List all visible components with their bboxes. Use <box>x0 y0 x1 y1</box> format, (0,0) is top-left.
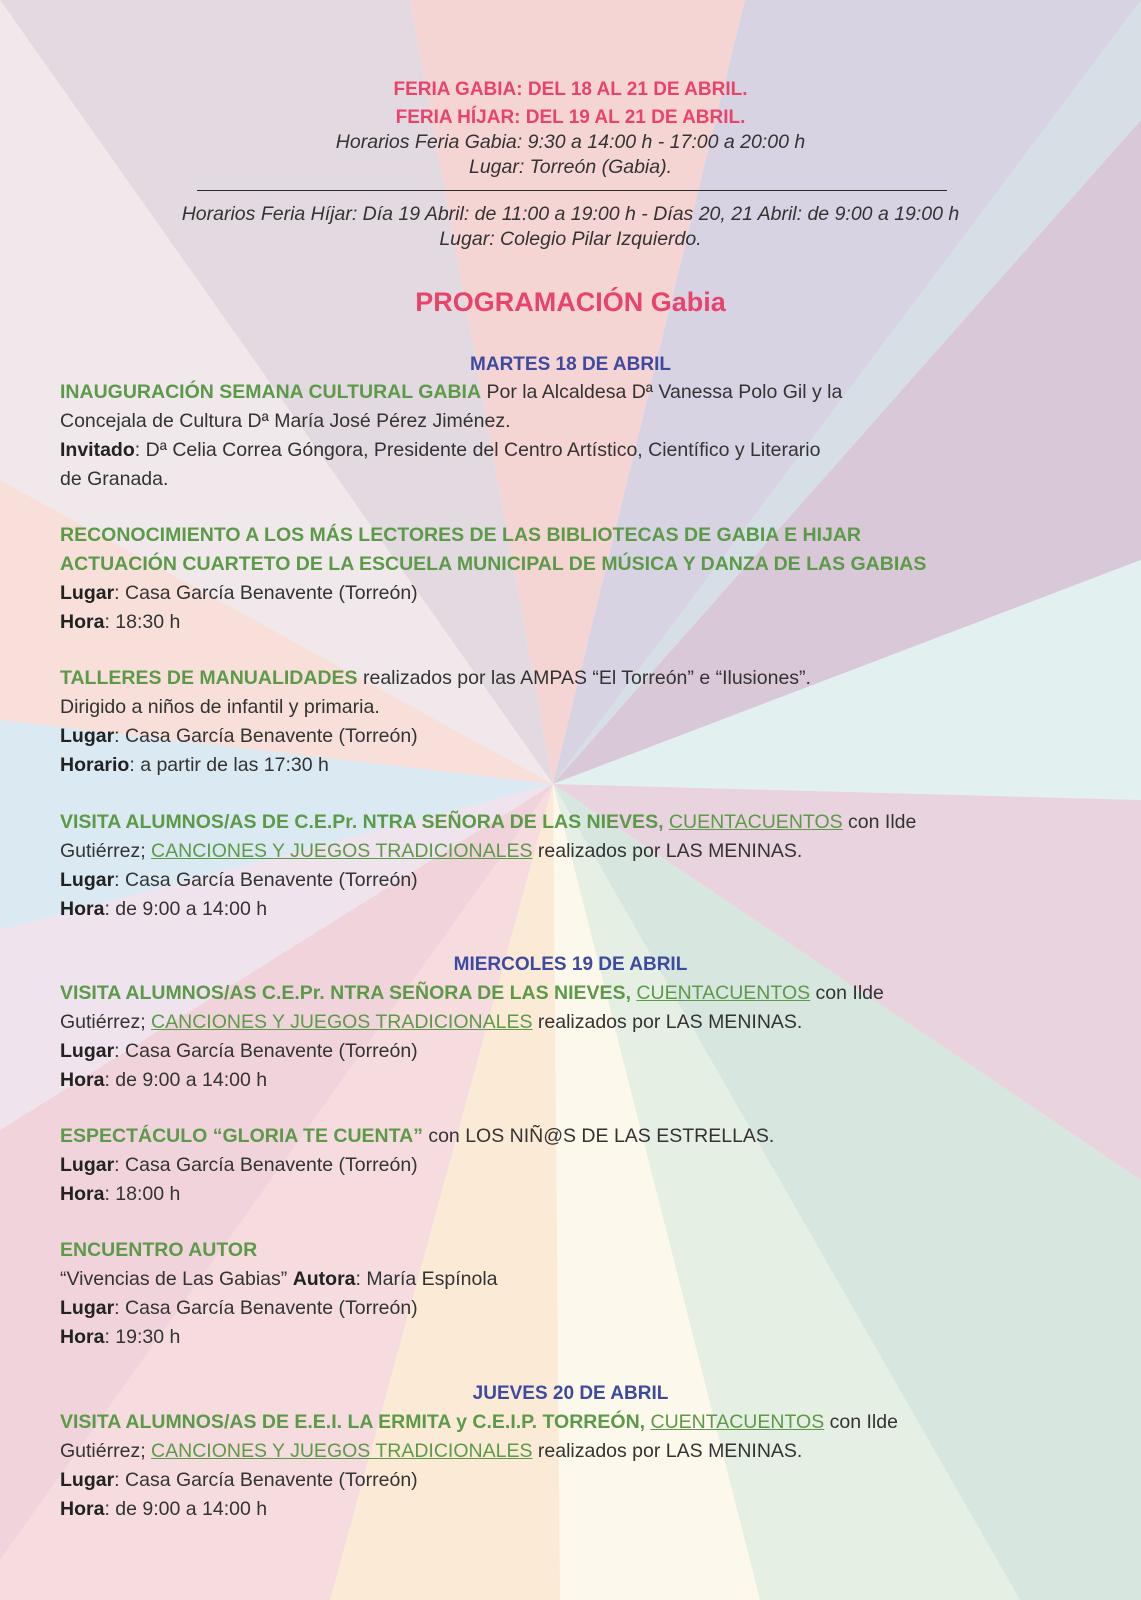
lugar-gabia: Lugar: Torreón (Gabia). <box>468 156 673 178</box>
event-visita-martes <box>60 808 1100 924</box>
invitado-text: Dª Celia Correa Góngora, Presidente del Centro Artístico, Científico y Literario <box>145 439 821 461</box>
colon: : <box>114 725 126 747</box>
colon: : <box>114 869 126 891</box>
lugar-value: Casa García Benavente (Torreón) <box>125 725 418 747</box>
hora-value: de 9:00 a 14:00 h <box>115 1069 268 1091</box>
event-title: RECONOCIMIENTO A LOS MÁS LECTORES DE LAS BIBLIOTECAS DE GABIA E HIJAR <box>60 524 862 546</box>
event-visita-jueves <box>60 1408 1100 1524</box>
colon: : <box>114 1154 126 1176</box>
lugar-label: Lugar <box>60 1154 115 1176</box>
event-text: realizados por las AMPAS “El Torreón” e “Ilusiones”. <box>357 667 811 689</box>
invitado-label: Invitado <box>60 439 135 461</box>
event-text: con Ilde <box>810 982 884 1004</box>
horario-value: a partir de las 17:30 h <box>140 754 329 776</box>
horarios-hijar: Horarios Feria Híjar: Día 19 Abril: de 11:00 a 19:00 h - Días 20, 21 Abril: de 9:00 a 19:00 h <box>181 203 960 225</box>
event-text: realizados por LAS MENINAS. <box>532 840 803 862</box>
hora-value: 18:00 h <box>115 1183 181 1205</box>
lugar-value: Casa García Benavente (Torreón) <box>125 1154 418 1176</box>
canciones-link[interactable]: CANCIONES Y JUEGOS TRADICIONALES <box>151 840 533 862</box>
hora-label: Hora <box>60 1069 105 1091</box>
event-text: realizados por LAS MENINAS. <box>532 1440 803 1462</box>
hora-label: Hora <box>60 1326 105 1348</box>
colon: : <box>134 439 146 461</box>
event-title: TALLERES DE MANUALIDADES <box>60 667 358 689</box>
lugar-value: Casa García Benavente (Torreón) <box>125 869 418 891</box>
colon: : <box>104 1498 116 1520</box>
day-heading-martes: MARTES 18 DE ABRIL <box>470 354 671 375</box>
event-title-2: ACTUACIÓN CUARTETO DE LA ESCUELA MUNICIPAL DE MÚSICA Y DANZA DE LAS GABIAS <box>60 553 927 575</box>
hora-label: Hora <box>60 611 105 633</box>
book-title: “Vivencias de Las Gabias” <box>60 1268 293 1290</box>
header-divider <box>197 190 947 191</box>
canciones-link[interactable]: CANCIONES Y JUEGOS TRADICIONALES <box>151 1440 533 1462</box>
colon: : <box>129 754 141 776</box>
event-text: Gutiérrez; <box>60 1440 152 1462</box>
programacion-title: PROGRAMACIÓN Gabia <box>415 287 726 317</box>
horario-label: Horario <box>60 754 130 776</box>
event-visita-miercoles <box>60 979 1100 1095</box>
event-text-2: Dirigido a niños de infantil y primaria. <box>60 696 380 718</box>
lugar-label: Lugar <box>60 1297 115 1319</box>
event-text: con Ilde <box>842 811 917 833</box>
autora-value: María Espínola <box>366 1268 498 1290</box>
lugar-label: Lugar <box>60 725 115 747</box>
colon: : <box>114 1469 126 1491</box>
colon: : <box>104 898 116 920</box>
event-reconocimiento <box>60 521 1100 637</box>
hora-value: 19:30 h <box>115 1326 181 1348</box>
colon: : <box>104 1326 116 1348</box>
event-text: con Ilde <box>824 1411 898 1433</box>
lugar-value: Casa García Benavente (Torreón) <box>125 582 418 604</box>
colon: : <box>114 582 126 604</box>
cuentacuentos-link[interactable]: CUENTACUENTOS <box>636 982 811 1004</box>
event-title: INAUGURACIÓN SEMANA CULTURAL GABIA <box>60 381 482 403</box>
invitado-text-2: de Granada. <box>60 468 169 490</box>
event-title: VISITA ALUMNOS/AS C.E.Pr. NTRA SEÑORA DE LAS NIEVES, <box>60 982 631 1004</box>
lugar-label: Lugar <box>60 1469 115 1491</box>
colon: : <box>104 1183 116 1205</box>
event-title: ESPECTÁCULO “GLORIA TE CUENTA” <box>60 1125 423 1147</box>
lugar-label: Lugar <box>60 1040 115 1062</box>
lugar-label: Lugar <box>60 582 115 604</box>
lugar-value: Casa García Benavente (Torreón) <box>125 1040 418 1062</box>
event-encuentro <box>60 1236 1100 1352</box>
canciones-link[interactable]: CANCIONES Y JUEGOS TRADICIONALES <box>151 1011 533 1033</box>
event-title: VISITA ALUMNOS/AS DE E.E.I. LA ERMITA y C.E.I.P. TORREÓN, <box>60 1411 646 1433</box>
feria-gabia-title: FERIA GABIA: DEL 18 AL 21 DE ABRIL. <box>393 79 748 100</box>
lugar-label: Lugar <box>60 869 115 891</box>
lugar-value: Casa García Benavente (Torreón) <box>125 1297 418 1319</box>
day-heading-miercoles: MIERCOLES 19 DE ABRIL <box>453 954 688 975</box>
colon: : <box>104 611 116 633</box>
event-inauguracion <box>60 378 1100 494</box>
day-heading-jueves: JUEVES 20 DE ABRIL <box>472 1383 669 1404</box>
colon: : <box>114 1040 126 1062</box>
autora-label: Autora <box>292 1268 356 1290</box>
feria-hijar-title: FERIA HÍJAR: DEL 19 AL 21 DE ABRIL. <box>395 107 746 128</box>
cuentacuentos-link[interactable]: CUENTACUENTOS <box>650 1411 825 1433</box>
event-talleres <box>60 664 1100 780</box>
hora-value: de 9:00 a 14:00 h <box>115 898 268 920</box>
event-title: ENCUENTRO AUTOR <box>60 1239 258 1261</box>
colon: : <box>104 1069 116 1091</box>
hora-value: de 9:00 a 14:00 h <box>115 1498 268 1520</box>
event-title: VISITA ALUMNOS/AS DE C.E.Pr. NTRA SEÑORA DE LAS NIEVES, <box>60 811 664 833</box>
lugar-value: Casa García Benavente (Torreón) <box>125 1469 418 1491</box>
event-text-2: Concejala de Cultura Dª María José Pérez Jiménez. <box>60 410 511 432</box>
hora-label: Hora <box>60 1498 105 1520</box>
colon: : <box>114 1297 126 1319</box>
event-text: Gutiérrez; <box>60 840 152 862</box>
hora-value: 18:30 h <box>115 611 181 633</box>
event-text: realizados por LAS MENINAS. <box>532 1011 803 1033</box>
colon: : <box>355 1268 367 1290</box>
event-text: con LOS NIÑ@S DE LAS ESTRELLAS. <box>422 1125 775 1147</box>
event-espectaculo <box>60 1122 1100 1209</box>
event-text: Gutiérrez; <box>60 1011 152 1033</box>
hora-label: Hora <box>60 898 105 920</box>
event-text: Por la Alcaldesa Dª Vanessa Polo Gil y la <box>481 381 843 403</box>
cuentacuentos-link[interactable]: CUENTACUENTOS <box>668 811 843 833</box>
lugar-hijar: Lugar: Colegio Pilar Izquierdo. <box>439 228 702 250</box>
hora-label: Hora <box>60 1183 105 1205</box>
horarios-gabia: Horarios Feria Gabia: 9:30 a 14:00 h - 17:00 a 20:00 h <box>335 131 806 153</box>
